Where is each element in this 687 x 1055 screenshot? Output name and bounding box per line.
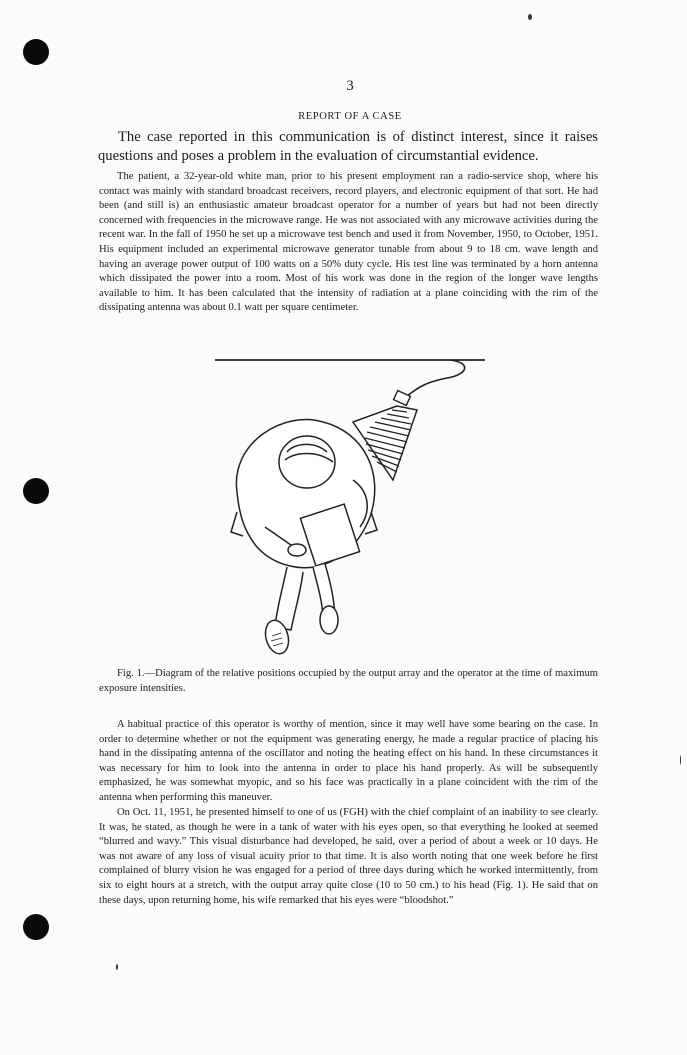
paragraph: The patient, a 32-year-old white man, prior to his present employment ran a radio-service shop, where his contact was mainly with standard broadcast receivers, record players, and electronic equipment of that sort. He had been (and still is) an enthusiastic amateur broadcast operator for a number of years but had not been directly concerned with frequencies in the microwave range. He was not associated with any microwave activities during the recent war. In the fall of 1950 he set up a microwave test bench and used it from November, 1950, to October, 1951. His equipment included an experimental microwave generator tunable from about 9 to 18 cm. wave length and having an average power output of 100 watts on a 50% duty cycle. His test line was terminated by a horn antenna which dissipated the power into a room. Most of his work was done in the region of the longer wave lengths available to him. It has been calculated that the intensity of radiation at a plane coinciding with the rim of the dissipating antenna was about 0.1 watt per square centimeter. — [99, 171, 598, 314]
paragraph: On Oct. 11, 1951, he presented himself to one of us (FGH) with the chief complaint of an inability to see clearly. It was, he stated, as though he were in a tank of water with his eyes open, so that everything he looked at seemed “blurred and wavy.” This visual disturbance had developed, he said, over a period of about a week or 10 days. He was not aware of any loss of visual acuity prior to that time. It is also worth noting that one week before he first complained of blurry vision he was engaged for a period of three days during which he worked intermittently, from six to eight hours at a stretch, with the output array quite close (10 to 50 cm.) to his head (Fig. 1). He said that on these days, upon returning home, his wife remarked that his eyes were “bloodshot.” — [99, 807, 598, 906]
lead-paragraph: The case reported in this communication is of distinct interest, since it raises questions and poses a problem in the evaluation of circumstantial evidence. — [98, 129, 598, 164]
paragraph: A habitual practice of this operator is worthy of mention, since it may well have some bearing on the case. In order to determine whether or not the equipment was generating energy, he made a regular practice of placing his hand in the dissipating antenna of the oscillator and noting the heating effect on his hand. In these circumstances it was necessary for him to look into the antenna in order to place his hand properly. As will be subsequently emphasized, he was somewhat myopic, and so his face was practically in a plane coincident with the rim of the antenna when performing this maneuver. — [99, 719, 598, 803]
binder-hole — [23, 39, 49, 65]
operator-figure-icon — [231, 419, 377, 656]
figure-illustration — [195, 352, 505, 657]
binder-hole — [23, 914, 49, 940]
section-title: REPORT OF A CASE — [298, 111, 402, 122]
scan-speck — [680, 755, 681, 765]
binder-hole — [23, 478, 49, 504]
scan-speck — [528, 14, 532, 20]
figure-diagram — [195, 352, 505, 662]
scan-speck — [116, 964, 118, 970]
antenna-cable — [407, 360, 465, 396]
page-number: 3 — [346, 78, 354, 94]
figure-caption: Fig. 1.—Diagram of the relative positions occupied by the output array and the operator at the time of maximum exposure intensities. — [99, 668, 598, 694]
